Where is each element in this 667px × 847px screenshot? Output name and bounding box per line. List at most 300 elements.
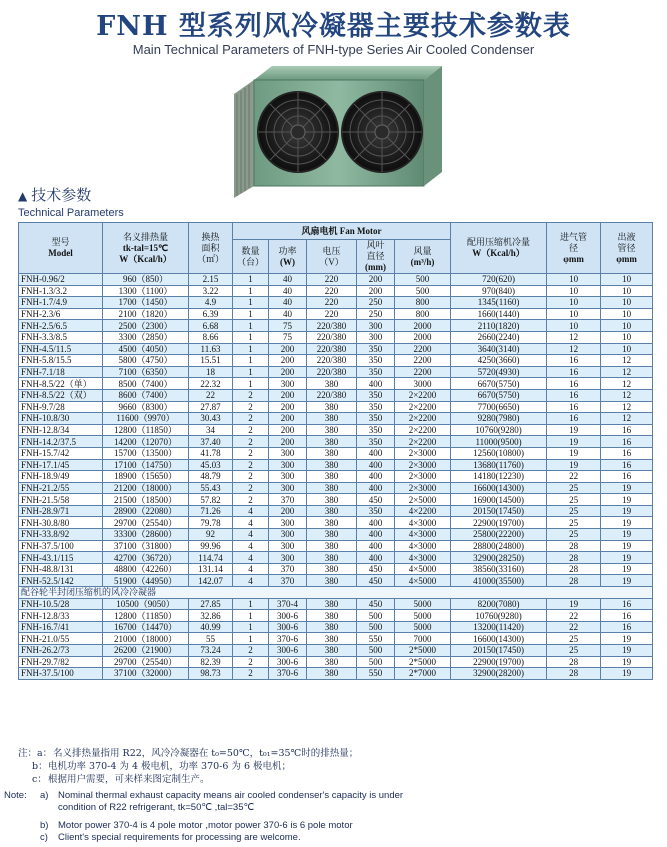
table-row (19, 285, 653, 297)
table-cell: 2110(1820) (451, 320, 547, 332)
table-cell: 500 (357, 656, 395, 668)
table-cell: 380 (307, 668, 357, 680)
table-cell: 380 (307, 575, 357, 587)
table-cell: 220/380 (307, 366, 357, 378)
table-cell: 380 (307, 563, 357, 575)
table-cell: 4500（4050） (103, 343, 189, 355)
table-cell: 1 (233, 378, 269, 390)
table-cell: 960（850） (103, 274, 189, 286)
table-cell: 380 (307, 656, 357, 668)
table-row (19, 610, 653, 622)
table-cell: 3640(3140) (451, 343, 547, 355)
table-row (19, 645, 653, 657)
table-cell: 5800（4750） (103, 355, 189, 367)
table-cell: 3.22 (189, 285, 233, 297)
table-cell: 380 (307, 378, 357, 390)
table-cell: 19 (601, 575, 653, 587)
table-cell: 6.39 (189, 308, 233, 320)
table-row (19, 389, 653, 401)
table-cell: 300 (269, 459, 307, 471)
table-cell: 370 (269, 494, 307, 506)
table-row (19, 471, 653, 483)
table-cell: FNH-12.8/33 (19, 610, 103, 622)
table-section-row (19, 587, 653, 599)
table-row (19, 552, 653, 564)
table-row (19, 331, 653, 343)
notes-cn (18, 747, 658, 786)
table-cell: 10 (601, 274, 653, 286)
table-cell: 3000 (395, 378, 451, 390)
table-cell: 350 (357, 401, 395, 413)
note-en-a: Note: a) Nominal thermal exhaust capacity means air cooled condenser's capacity is under (4, 790, 404, 801)
table-cell: 380 (307, 540, 357, 552)
table-cell: 2*5000 (395, 656, 451, 668)
table-cell: 12 (601, 378, 653, 390)
table-row (19, 563, 653, 575)
table-cell: 380 (307, 517, 357, 529)
table-cell: 2000 (395, 320, 451, 332)
table-cell: 10 (547, 308, 601, 320)
table-cell: 19 (547, 436, 601, 448)
table-cell: 10 (601, 308, 653, 320)
table-cell: 2 (233, 656, 269, 668)
col-fan-motor: 风扇电机 Fan Motor (233, 223, 451, 240)
table-cell: 5000 (395, 598, 451, 610)
table-cell: 450 (357, 598, 395, 610)
table-cell: 79.78 (189, 517, 233, 529)
table-cell: 1345(1160) (451, 297, 547, 309)
table-cell: 2×2200 (395, 436, 451, 448)
table-cell: 13200(11420) (451, 621, 547, 633)
table-cell: 41.78 (189, 447, 233, 459)
table-cell: FNH-17.1/45 (19, 459, 103, 471)
table-cell: 10760(9280) (451, 610, 547, 622)
table-cell: FNH-1.3/3.2 (19, 285, 103, 297)
table-cell: 2×5000 (395, 494, 451, 506)
table-cell: 40.99 (189, 621, 233, 633)
table-cell: 71.26 (189, 505, 233, 517)
table-cell: 12800（11850） (103, 610, 189, 622)
table-cell: 300 (269, 447, 307, 459)
table-cell: 220 (307, 285, 357, 297)
table-cell: 4 (233, 552, 269, 564)
table-row (19, 447, 653, 459)
table-cell: 28 (547, 563, 601, 575)
table-cell: 16 (547, 401, 601, 413)
table-cell: 2 (233, 668, 269, 680)
table-cell: 1300（1100） (103, 285, 189, 297)
table-cell: 25 (547, 482, 601, 494)
table-cell: 4×5000 (395, 563, 451, 575)
table-cell: 2200 (395, 355, 451, 367)
table-cell: 19 (547, 598, 601, 610)
table-cell: 48800（42260） (103, 563, 189, 575)
table-cell: 5000 (395, 610, 451, 622)
table-cell: 10760(9280) (451, 424, 547, 436)
col-power: 功率 (W) (269, 240, 307, 274)
table-cell: 12 (601, 401, 653, 413)
note-cn-b: b：电机功率 370-4 为 4 极电机，功率 370-6 为 6 极电机； (32, 761, 292, 772)
table-cell: 38560(33160) (451, 563, 547, 575)
table-cell: 37100（31800） (103, 540, 189, 552)
table-cell: FNH-52.5/142 (19, 575, 103, 587)
table-row (19, 436, 653, 448)
table-cell: 200 (269, 355, 307, 367)
table-cell: 200 (269, 401, 307, 413)
table-cell: 220/380 (307, 320, 357, 332)
table-cell: 1 (233, 320, 269, 332)
table-cell: 12 (601, 366, 653, 378)
table-cell: 16 (601, 621, 653, 633)
table-cell: 10 (601, 297, 653, 309)
table-cell: FNH-2.5/6.5 (19, 320, 103, 332)
table-row (19, 575, 653, 587)
table-cell: 6670(5750) (451, 389, 547, 401)
table-cell: 19 (601, 517, 653, 529)
col-diameter: 风叶 直径 (mm) (357, 240, 395, 274)
table-cell: 8200(7080) (451, 598, 547, 610)
table-cell: 19 (601, 656, 653, 668)
section-heading-en: Technical Parameters (18, 207, 124, 219)
table-cell: 10 (547, 320, 601, 332)
table-cell: 10 (601, 331, 653, 343)
table-cell: 300-6 (269, 645, 307, 657)
table-row (19, 505, 653, 517)
table-cell: 142.07 (189, 575, 233, 587)
table-row (19, 482, 653, 494)
table-cell: 17100（14750） (103, 459, 189, 471)
table-cell: 12 (601, 389, 653, 401)
table-cell: 12 (547, 343, 601, 355)
table-cell: 10 (547, 274, 601, 286)
table-cell: 21500（18500） (103, 494, 189, 506)
table-cell: 300 (269, 517, 307, 529)
note-cn-c: c：根据用户需要，可来样来图定制生产。 (32, 774, 210, 785)
table-cell: 2 (233, 471, 269, 483)
table-cell: 8.66 (189, 331, 233, 343)
page-title: FNH 型系列风冷凝器主要技术参数表 (96, 11, 571, 42)
table-cell: 28 (547, 552, 601, 564)
table-cell: 550 (357, 633, 395, 645)
table-cell: FNH-33.8/92 (19, 529, 103, 541)
table-cell: 4×3000 (395, 517, 451, 529)
table-cell: 380 (307, 621, 357, 633)
table-cell: 220/380 (307, 389, 357, 401)
table-cell: 10 (547, 285, 601, 297)
table-row (19, 320, 653, 332)
table-cell: 380 (307, 447, 357, 459)
table-cell: 40 (269, 274, 307, 286)
table-cell: 2 (233, 436, 269, 448)
table-cell: 16 (547, 355, 601, 367)
table-cell: 27.87 (189, 401, 233, 413)
table-row (19, 621, 653, 633)
table-cell: FNH-1.7/4.9 (19, 297, 103, 309)
table-cell: 22.32 (189, 378, 233, 390)
table-cell: 380 (307, 401, 357, 413)
table-cell: 2 (233, 494, 269, 506)
table-cell: 55.43 (189, 482, 233, 494)
table-cell: 1 (233, 343, 269, 355)
table-cell: 300 (269, 482, 307, 494)
table-cell: 19 (601, 552, 653, 564)
table-cell: 16700（14470） (103, 621, 189, 633)
table-cell: 2 (233, 401, 269, 413)
table-cell: 380 (307, 424, 357, 436)
table-cell: 2×3000 (395, 482, 451, 494)
table-cell: 12560(10800) (451, 447, 547, 459)
table-cell: 200 (357, 285, 395, 297)
table-cell: 34 (189, 424, 233, 436)
table-cell: 380 (307, 482, 357, 494)
table-cell: 220 (307, 297, 357, 309)
table-cell: 2 (233, 424, 269, 436)
table-row (19, 366, 653, 378)
table-cell: FNH-12.8/34 (19, 424, 103, 436)
table-cell: 29700（25540） (103, 517, 189, 529)
table-cell: 10 (601, 343, 653, 355)
table-cell: 380 (307, 436, 357, 448)
table-cell: 45.03 (189, 459, 233, 471)
table-cell: 4.9 (189, 297, 233, 309)
table-cell: 2×2200 (395, 424, 451, 436)
table-cell: 350 (357, 355, 395, 367)
table-cell: 370-6 (269, 668, 307, 680)
table-cell: 2×2200 (395, 413, 451, 425)
table-cell: 220/380 (307, 343, 357, 355)
table-cell: 370-6 (269, 633, 307, 645)
table-cell: FNH-26.2/73 (19, 645, 103, 657)
table-cell: 15.51 (189, 355, 233, 367)
table-cell: 13680(11760) (451, 459, 547, 471)
table-cell: 350 (357, 343, 395, 355)
section-label: 配谷轮半封闭压缩机的风冷冷凝器 (19, 587, 653, 599)
table-cell: FNH-0.96/2 (19, 274, 103, 286)
table-cell: 220 (307, 308, 357, 320)
table-cell: 500 (357, 645, 395, 657)
table-cell: 4250(3660) (451, 355, 547, 367)
table-cell: 16 (547, 413, 601, 425)
table-row (19, 413, 653, 425)
table-cell: 1 (233, 366, 269, 378)
table-cell: 200 (269, 413, 307, 425)
table-cell: 131.14 (189, 563, 233, 575)
table-cell: 10 (601, 320, 653, 332)
table-cell: 2 (233, 389, 269, 401)
table-cell: 7700(6650) (451, 401, 547, 413)
fan-right (342, 92, 422, 172)
table-cell: 350 (357, 413, 395, 425)
table-cell: 220 (307, 274, 357, 286)
col-model: 型号 Model (19, 223, 103, 274)
table-cell: 32.86 (189, 610, 233, 622)
table-cell: 250 (357, 297, 395, 309)
page-subtitle: Main Technical Parameters of FNH-type Series Air Cooled Condenser (132, 42, 535, 57)
table-cell: 16 (547, 366, 601, 378)
table-cell: 98.73 (189, 668, 233, 680)
table-cell: 2*7000 (395, 668, 451, 680)
table-cell: 32900(28200) (451, 668, 547, 680)
table-cell: 2×2200 (395, 389, 451, 401)
table-cell: 33300（28600） (103, 529, 189, 541)
table-cell: 300 (269, 378, 307, 390)
table-cell: 450 (357, 575, 395, 587)
table-cell: 500 (357, 621, 395, 633)
table-cell: 4 (233, 575, 269, 587)
table-cell: 500 (395, 285, 451, 297)
table-cell: 25 (547, 494, 601, 506)
table-cell: 200 (269, 436, 307, 448)
table-cell: 1 (233, 308, 269, 320)
table-cell: 300 (269, 540, 307, 552)
table-row (19, 633, 653, 645)
table-row (19, 540, 653, 552)
table-cell: 200 (269, 505, 307, 517)
table-cell: 2×3000 (395, 459, 451, 471)
table-cell: FNH-21.2/55 (19, 482, 103, 494)
table-cell: 19 (547, 459, 601, 471)
table-cell: 30.43 (189, 413, 233, 425)
table-cell: 75 (269, 331, 307, 343)
table-row (19, 308, 653, 320)
table-cell: 22 (189, 389, 233, 401)
table-cell: 2 (233, 645, 269, 657)
table-cell: 19 (601, 668, 653, 680)
table-cell: 380 (307, 459, 357, 471)
table-row (19, 378, 653, 390)
table-cell: 2×3000 (395, 447, 451, 459)
table-cell: 1700（1450） (103, 297, 189, 309)
table-cell: 2 (233, 447, 269, 459)
table-cell: 6670(5750) (451, 378, 547, 390)
table-cell: 25 (547, 517, 601, 529)
table-cell: 16600(14300) (451, 482, 547, 494)
table-cell: 380 (307, 598, 357, 610)
table-cell: 500 (395, 274, 451, 286)
table-cell: 380 (307, 494, 357, 506)
table-cell: 800 (395, 297, 451, 309)
col-outlet: 出液 管径 φmm (601, 223, 653, 274)
table-cell: 350 (357, 366, 395, 378)
table-cell: 2×2200 (395, 401, 451, 413)
table-cell: 2200 (395, 366, 451, 378)
table-cell: 28 (547, 668, 601, 680)
table-cell: 16 (601, 610, 653, 622)
table-cell: FNH-37.5/100 (19, 540, 103, 552)
table-cell: 19 (547, 424, 601, 436)
table-cell: 220/380 (307, 355, 357, 367)
table-cell: 400 (357, 482, 395, 494)
table-cell: 51900（44950） (103, 575, 189, 587)
table-cell: 300-6 (269, 610, 307, 622)
table-cell: 14200（12070） (103, 436, 189, 448)
table-cell: 2*5000 (395, 645, 451, 657)
table-cell: 12 (601, 355, 653, 367)
table-cell: 300 (269, 471, 307, 483)
table-cell: 350 (357, 389, 395, 401)
table-cell: 4×2200 (395, 505, 451, 517)
table-cell: 300-6 (269, 621, 307, 633)
table-cell: 380 (307, 529, 357, 541)
table-cell: 25 (547, 645, 601, 657)
table-cell: FNH-15.7/42 (19, 447, 103, 459)
table-cell: 2000 (395, 331, 451, 343)
table-cell: 2100（1820） (103, 308, 189, 320)
table-cell: 370 (269, 575, 307, 587)
table-cell: 6.68 (189, 320, 233, 332)
table-cell: 200 (269, 389, 307, 401)
table-cell: 20150(17450) (451, 505, 547, 517)
table-cell: 22 (547, 621, 601, 633)
table-cell: 450 (357, 494, 395, 506)
table-cell: 970(840) (451, 285, 547, 297)
table-cell: 37100（32000） (103, 668, 189, 680)
table-cell: 28 (547, 656, 601, 668)
table-cell: FNH-4.5/11.5 (19, 343, 103, 355)
table-cell: 16 (601, 424, 653, 436)
table-cell: 380 (307, 505, 357, 517)
table-row (19, 424, 653, 436)
table-cell: 22 (547, 471, 601, 483)
table-cell: 350 (357, 505, 395, 517)
table-cell: FNH-29.7/82 (19, 656, 103, 668)
table-cell: 114.74 (189, 552, 233, 564)
condenser-image (228, 62, 446, 200)
table-cell: 19 (601, 494, 653, 506)
table-cell: 4×3000 (395, 540, 451, 552)
table-cell: 350 (357, 436, 395, 448)
table-cell: 800 (395, 308, 451, 320)
table-cell: 19 (601, 529, 653, 541)
table-cell: 2 (233, 413, 269, 425)
table-cell: 28 (547, 575, 601, 587)
table-cell: 15700（13500） (103, 447, 189, 459)
table-cell: 200 (269, 424, 307, 436)
table-cell: 4 (233, 563, 269, 575)
table-cell: 21200（18000） (103, 482, 189, 494)
table-row (19, 401, 653, 413)
table-cell: 1660(1440) (451, 308, 547, 320)
table-row (19, 494, 653, 506)
table-cell: 25 (547, 529, 601, 541)
note-en-c: c) Client's special requirements for processing are welcome. (40, 832, 301, 843)
table-cell: 57.82 (189, 494, 233, 506)
table-cell: 1 (233, 633, 269, 645)
table-cell: FNH-30.8/80 (19, 517, 103, 529)
table-cell: 16 (601, 459, 653, 471)
table-cell: 1 (233, 331, 269, 343)
table-cell: 2.15 (189, 274, 233, 286)
table-cell: FNH-8.5/22（双） (19, 389, 103, 401)
table-cell: 300 (269, 552, 307, 564)
table-cell: 1 (233, 285, 269, 297)
table-cell: 19 (601, 540, 653, 552)
table-cell: 48.79 (189, 471, 233, 483)
table-cell: 400 (357, 517, 395, 529)
table-cell: 400 (357, 540, 395, 552)
table-cell: 550 (357, 668, 395, 680)
table-cell: 300 (357, 320, 395, 332)
table-cell: 4×3000 (395, 552, 451, 564)
note-en-a2: condition of R22 refrigerant, tk=50℃ ,tal=35℃ (58, 802, 255, 813)
table-cell: FNH-14.2/37.5 (19, 436, 103, 448)
table-cell: FNH-37.5/100 (19, 668, 103, 680)
table-row (19, 355, 653, 367)
table-cell: 1 (233, 598, 269, 610)
table-cell: 28 (547, 540, 601, 552)
table-cell: 400 (357, 552, 395, 564)
table-cell: 380 (307, 633, 357, 645)
